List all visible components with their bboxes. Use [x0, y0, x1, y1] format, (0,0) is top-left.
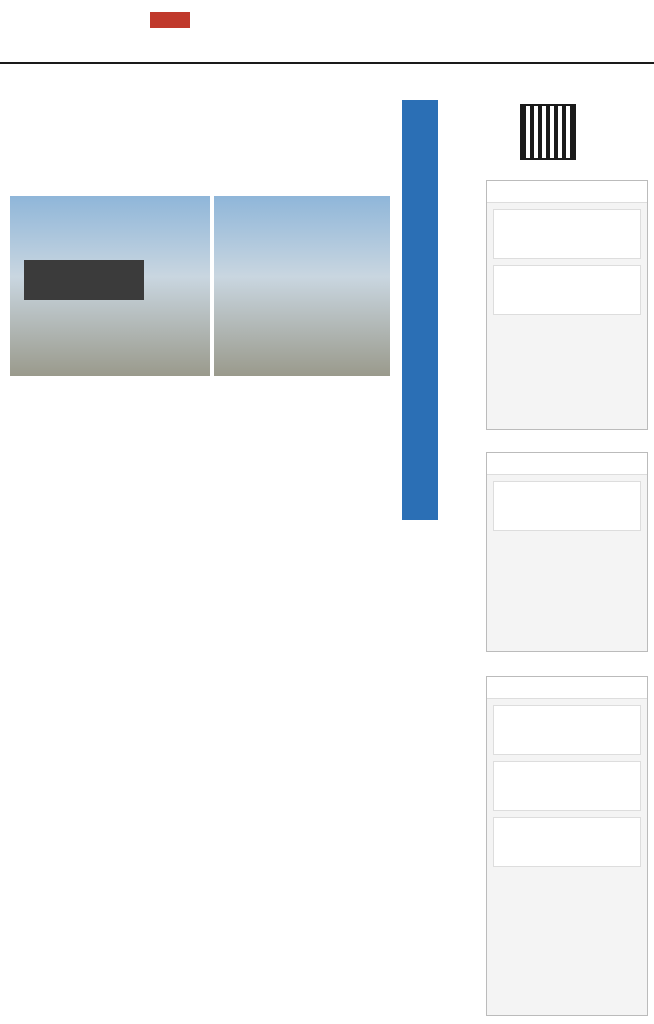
phone-card [493, 817, 641, 867]
photo-sign [24, 260, 144, 300]
phone-screenshot [486, 676, 648, 1016]
news-photo [10, 196, 390, 376]
masthead [0, 0, 654, 64]
qr-code-icon [520, 104, 576, 160]
article-left-column [10, 388, 140, 1018]
phone-bar [487, 677, 647, 699]
phone-screenshot [486, 180, 648, 430]
article-main-column [146, 388, 394, 1018]
photo-divider [210, 196, 214, 376]
phone-card [493, 481, 641, 531]
phone-card [493, 761, 641, 811]
rail-body [402, 528, 482, 1018]
phone-screenshot [486, 452, 648, 652]
phone-card [493, 265, 641, 315]
phone-card [493, 705, 641, 755]
phone-card [493, 209, 641, 259]
hotline-label [150, 12, 190, 28]
phone-bar [487, 453, 647, 475]
phone-bar [487, 181, 647, 203]
vertical-banner [402, 100, 438, 520]
